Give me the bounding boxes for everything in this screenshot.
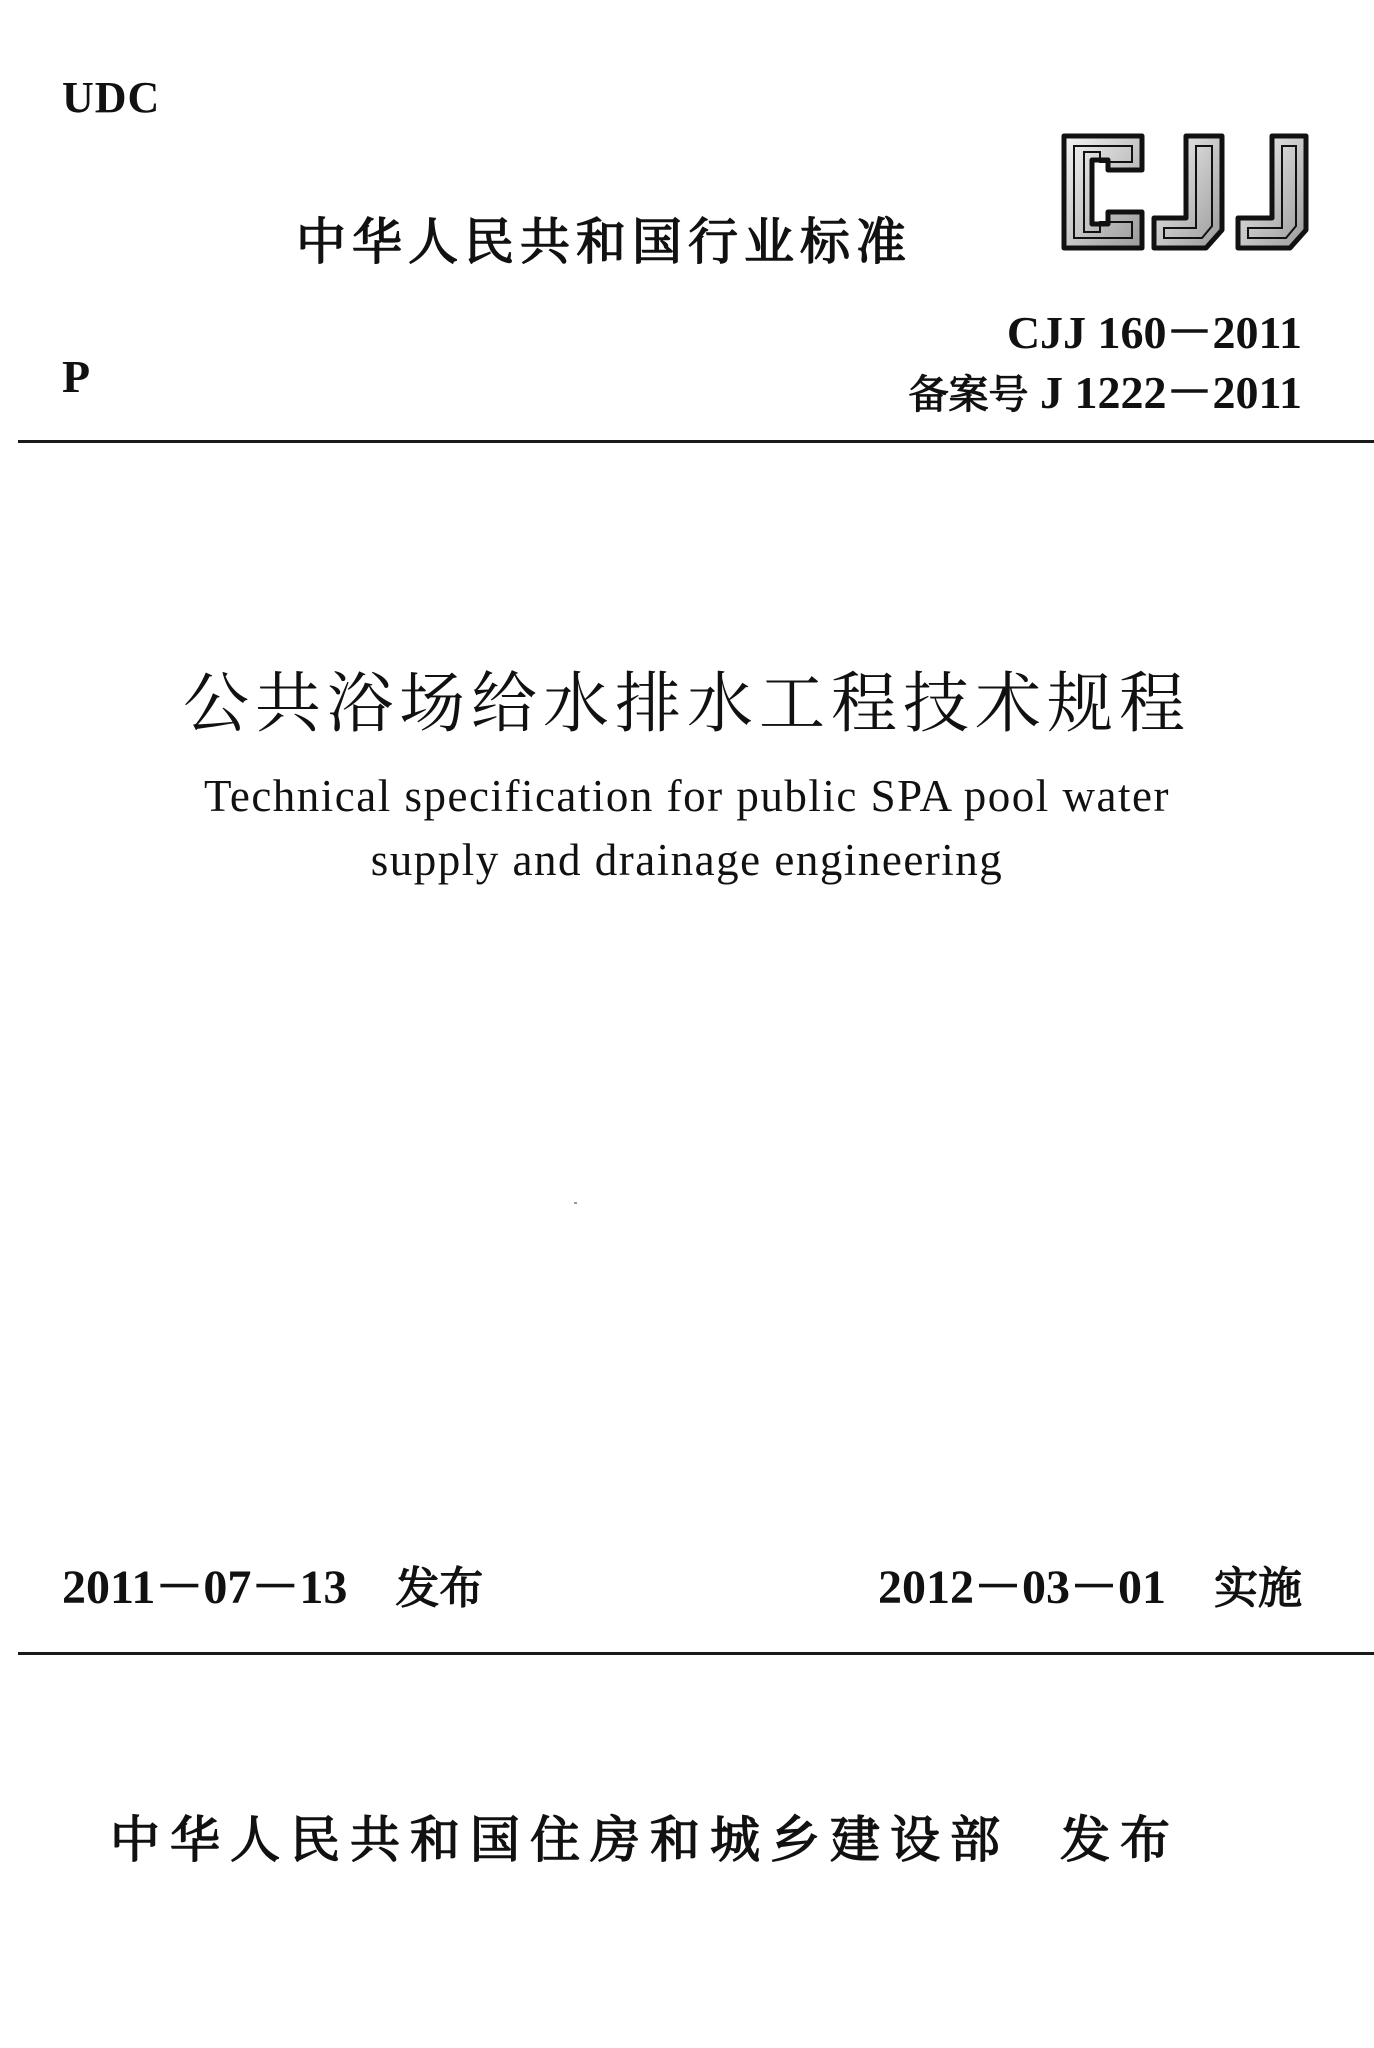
title-english-line-2: supply and drainage engineering [370,835,1004,885]
title-chinese: 公共浴场给水排水工程技术规程 [183,665,1191,742]
publish-label: 发布 [1060,1811,1180,1869]
industry-standard-heading: 中华人民共和国行业标准 [296,213,912,271]
classification-code: P [62,351,91,402]
cjj-logo [1050,126,1312,258]
standard-code: CJJ 160－2011 [1006,307,1302,358]
udc-label: UDC [62,73,161,122]
bottom-divider [18,1652,1374,1655]
title-english [0,764,1374,892]
record-number: J 1222－2011 [1040,367,1302,418]
issue-date-line [62,1548,483,1617]
scan-speck [574,1202,577,1204]
logo-letter-j-1 [1154,136,1222,248]
record-number-line [909,356,1302,422]
issue-date: 2011－07－13 [62,1561,348,1614]
title-english-line-1: Technical specification for public SPA pool water [204,771,1170,821]
record-label: 备案号 [908,372,1029,418]
issue-label: 发布 [395,1563,484,1614]
logo-letter-c [1064,136,1142,248]
logo-text: CJJ [1050,126,1052,127]
publisher-line [110,1800,1180,1872]
top-divider [18,440,1374,443]
implement-label: 实施 [1214,1563,1302,1614]
logo-letter-j-2 [1238,136,1306,248]
publisher-name: 中华人民共和国住房和城乡建设部 [110,1811,1010,1869]
implement-date: 2012－03－01 [877,1561,1166,1614]
implement-date-line [878,1548,1302,1617]
